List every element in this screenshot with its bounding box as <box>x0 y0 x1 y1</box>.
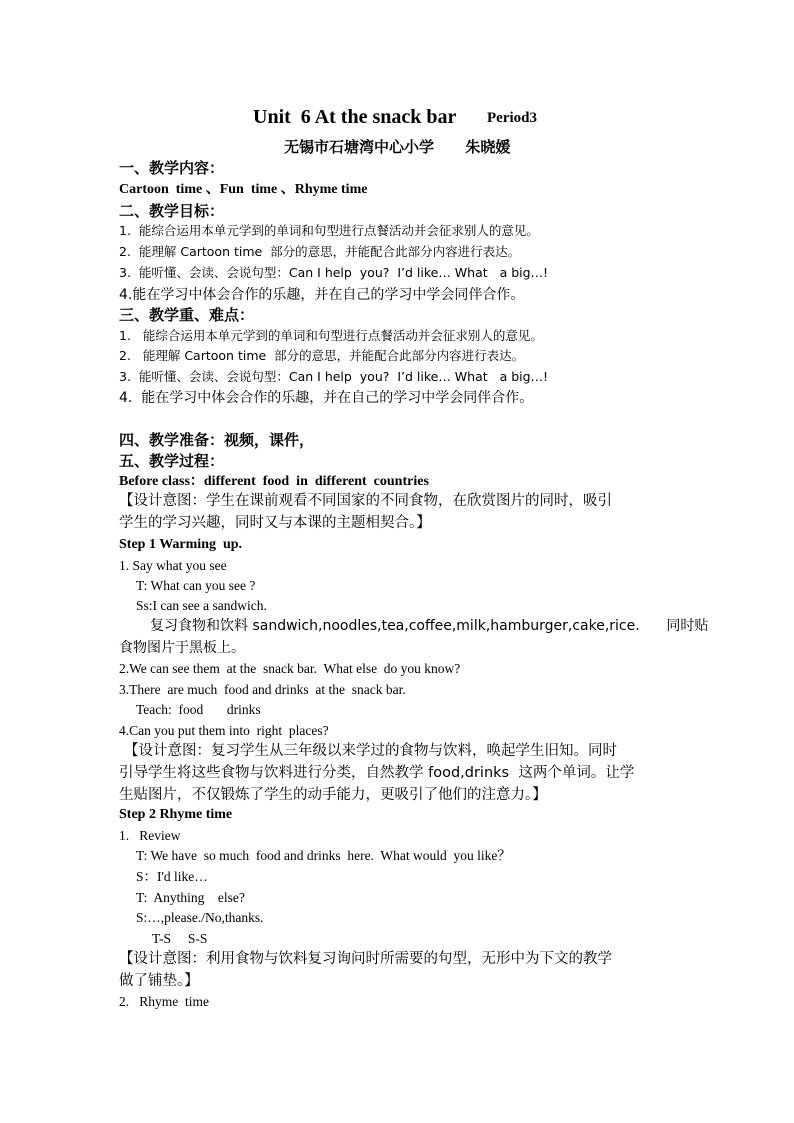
objective-item: 2. 能理解 Cartoon time 部分的意思，并能配合此部分内容进行表达。 <box>119 244 521 259</box>
objective-item: 3. 能听懂、会读、会说句型：Can I help you? I’d like… What a big…! <box>119 265 549 280</box>
design-intent-note: 【设计意图：学生在课前观看不同国家的不同食物，在欣赏图片的同时，吸引 <box>119 493 612 509</box>
design-intent-note: 【设计意图：利用食物与饮料复习询问时所需要的句型，无形中为下文的教学 <box>119 951 612 967</box>
before-class-heading: Before class：different food in different countries <box>119 474 429 489</box>
author-line: 无锡市石塘湾中心小学 朱晓媛 <box>284 138 511 156</box>
objective-item: 4.能在学习中体会合作的乐趣，并在自己的学习中学会同伴合作。 <box>119 287 525 303</box>
design-intent-note: 做了铺垫。】 <box>119 973 199 989</box>
key-point-item: 1. 能综合运用本单元学到的单词和句型进行点餐活动并会征求别人的意见。 <box>119 328 543 343</box>
step-line: 食物图片于黑板上。 <box>119 640 245 656</box>
step-line: T: Anything else? <box>136 890 245 905</box>
section-heading-objectives: 二、教学目标： <box>119 202 225 220</box>
step-line: T-S S-S <box>152 931 208 946</box>
key-point-item: 2. 能理解 Cartoon time 部分的意思，并能配合此部分内容进行表达。 <box>119 348 525 363</box>
key-point-item: 3. 能听懂、会读、会说句型：Can I help you? I’d like… What a big…! <box>119 369 549 384</box>
step-line: 2.We can see them at the snack bar. What else do you know? <box>119 661 461 676</box>
step-line: 复习食物和饮料 sandwich,noodles,tea,coffee,milk,hamburger,cake,rice. 同时贴 <box>150 618 709 634</box>
design-intent-note: 生贴图片，不仅锻炼了学生的动手能力，更吸引了他们的注意力。】 <box>119 787 547 803</box>
step-line: 4.Can you put them into right places? <box>119 723 329 738</box>
document-title: Unit 6 At the snack bar <box>253 106 457 128</box>
section-heading-preparation: 四、教学准备：视频，课件， <box>119 431 315 449</box>
design-intent-note: 引导学生将这些食物与饮料进行分类，自然教学 food,drinks 这两个单词。让学 <box>119 765 635 781</box>
step-line: T: We have so much food and drinks here. What would you like？ <box>136 848 511 863</box>
design-intent-note: 【设计意图：复习学生从三年级以来学过的食物与饮料，唤起学生旧知。同时 <box>124 743 617 759</box>
key-point-item: 4. 能在学习中体会合作的乐趣，并在自己的学习中学会同伴合作。 <box>119 390 534 406</box>
step-line: Ss:I can see a sandwich. <box>136 598 267 613</box>
step-heading: Step 2 Rhyme time <box>119 807 233 822</box>
step-line: S：I'd like… <box>136 869 208 884</box>
section-heading-key-points: 三、教学重、难点： <box>119 306 255 324</box>
step-line: 1. Review <box>119 828 181 843</box>
step-line: 3.There are much food and drinks at the snack bar. <box>119 682 406 697</box>
objective-item: 1. 能综合运用本单元学到的单词和句型进行点餐活动并会征求别人的意见。 <box>119 223 539 238</box>
step-line: Teach: food drinks <box>136 702 261 717</box>
section-content-text: Cartoon time 、Fun time 、Rhyme time <box>119 182 368 197</box>
section-heading-process: 五、教学过程： <box>119 452 225 470</box>
step-line: S:…,please./No,thanks. <box>136 910 264 925</box>
design-intent-note: 学生的学习兴趣，同时又与本课的主题相契合。】 <box>119 515 431 531</box>
step-line: 2. Rhyme time <box>119 994 209 1009</box>
step-line: 1. Say what you see <box>119 558 227 573</box>
section-heading-content: 一、教学内容： <box>119 159 225 177</box>
step-line: T: What can you see ? <box>136 578 256 593</box>
period-label: Period3 <box>487 110 537 126</box>
step-heading: Step 1 Warming up. <box>119 537 243 552</box>
